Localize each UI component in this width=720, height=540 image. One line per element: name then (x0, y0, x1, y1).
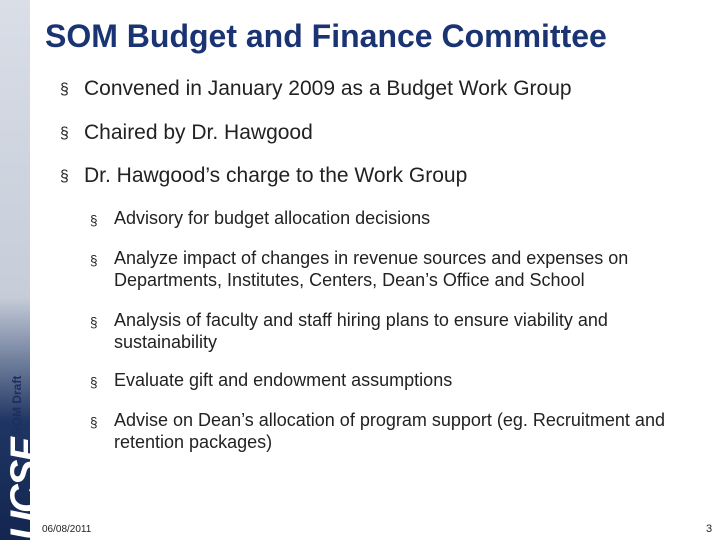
bullet-text: Dr. Hawgood’s charge to the Work Group (84, 164, 468, 187)
bullet-item (60, 164, 467, 188)
sub-bullet-text: Advisory for budget allocation decisions (114, 208, 431, 228)
sub-bullet-item (90, 369, 452, 391)
bullet-marker: § (60, 81, 69, 98)
draft-label: SOM Draft (10, 375, 24, 435)
sub-bullet-text-continued: retention packages) (114, 432, 273, 452)
sub-bullet-text: Analyze impact of changes in revenue sources and expenses on (114, 248, 629, 268)
footer-date: 06/08/2011 (42, 524, 92, 535)
sub-bullet-item (90, 409, 665, 453)
sub-bullet-item (90, 207, 430, 229)
sub-bullet-text-continued: sustainability (114, 332, 218, 352)
sub-bullet-text: Evaluate gift and endowment assumptions (114, 370, 453, 390)
sub-bullet-marker: § (90, 415, 98, 430)
bullet-marker: § (60, 168, 69, 185)
page-number: 3 (706, 523, 713, 535)
sub-bullet-text: Analysis of faculty and staff hiring plans to ensure viability and (114, 310, 608, 330)
slide-title: SOM Budget and Finance Committee (45, 18, 607, 54)
bullet-item (60, 77, 572, 101)
bullet-text: Convened in January 2009 as a Budget Work Group (84, 77, 572, 100)
ucsf-logo: UCSF (3, 439, 47, 540)
sub-bullet-marker: § (90, 315, 98, 330)
bullet-marker: § (60, 125, 69, 142)
bullet-text: Chaired by Dr. Hawgood (84, 121, 313, 144)
sub-bullet-item (90, 247, 628, 291)
sub-bullet-text: Advise on Dean’s allocation of program support (eg. Recruitment and (114, 410, 665, 430)
sub-bullet-marker: § (90, 213, 98, 228)
sub-bullet-item (90, 309, 608, 353)
bullet-item (60, 121, 313, 145)
sub-bullet-text-continued: Departments, Institutes, Centers, Dean’s Office and School (114, 270, 585, 290)
sub-bullet-marker: § (90, 375, 98, 390)
sub-bullet-marker: § (90, 253, 98, 268)
